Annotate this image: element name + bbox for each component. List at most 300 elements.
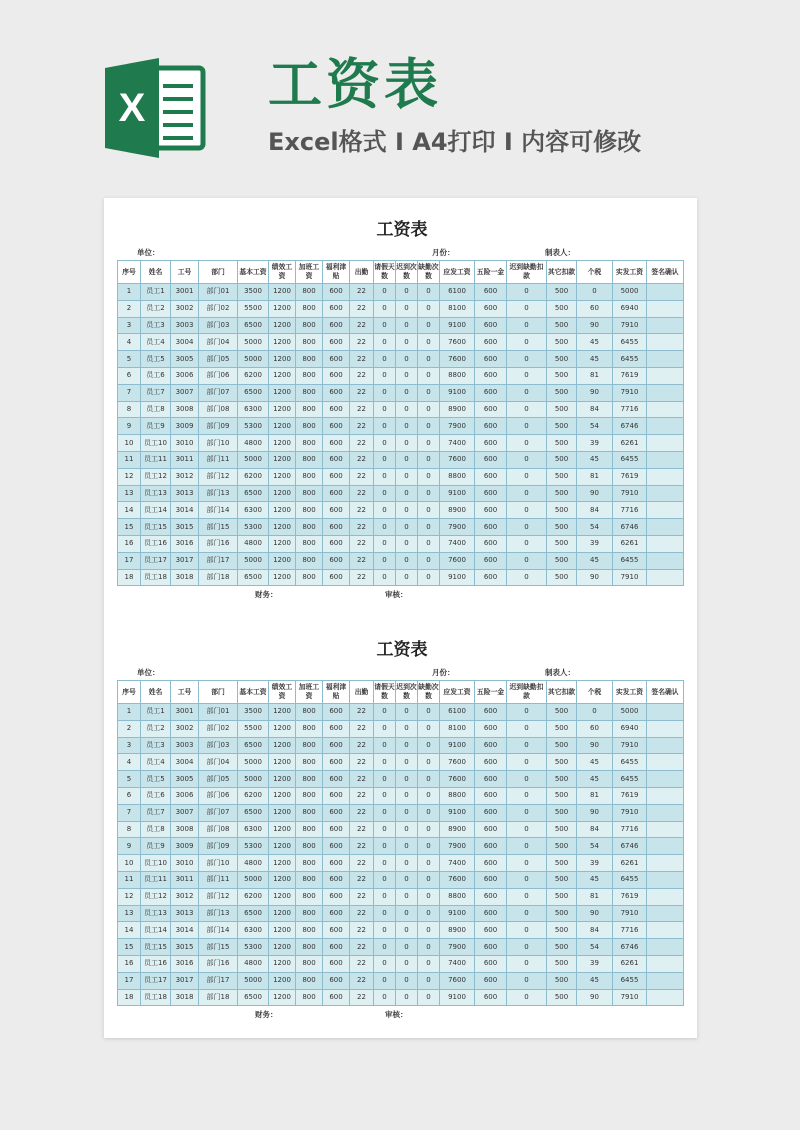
table-cell: 600: [323, 535, 350, 552]
table-cell: 45: [577, 972, 613, 989]
table-cell: 600: [475, 334, 507, 351]
table-cell: 22: [350, 367, 374, 384]
table-cell: 5000: [238, 334, 269, 351]
table-cell: 600: [323, 754, 350, 771]
table-cell: 600: [323, 552, 350, 569]
table-cell: 12: [118, 888, 141, 905]
table-cell: 500: [547, 468, 577, 485]
table-cell: 45: [577, 871, 613, 888]
table-cell: [647, 905, 684, 922]
table-cell: 0: [418, 519, 440, 536]
table-cell: 0: [396, 317, 418, 334]
table-cell: 0: [418, 871, 440, 888]
table-cell: 0: [418, 787, 440, 804]
table-cell: 0: [418, 771, 440, 788]
table-cell: 0: [507, 284, 547, 301]
table-cell: 600: [323, 804, 350, 821]
table-cell: 6940: [613, 720, 647, 737]
table-cell: 0: [507, 317, 547, 334]
table-cell: 0: [396, 989, 418, 1006]
table-cell: 22: [350, 468, 374, 485]
table-cell: 600: [475, 888, 507, 905]
table-cell: 0: [418, 939, 440, 956]
table-cell: 6200: [238, 367, 269, 384]
table-cell: 0: [374, 871, 396, 888]
table-cell: 1200: [269, 821, 296, 838]
table-cell: [647, 485, 684, 502]
table-cell: 员工3: [141, 317, 171, 334]
table-cell: 7716: [613, 821, 647, 838]
table-cell: 3010: [171, 435, 199, 452]
table-cell: 部门16: [199, 535, 238, 552]
table-cell: 8800: [440, 367, 475, 384]
table-row: [118, 905, 684, 922]
table-cell: 7400: [440, 955, 475, 972]
table-cell: 90: [577, 569, 613, 586]
table-cell: 0: [374, 367, 396, 384]
table-cell: 39: [577, 435, 613, 452]
table-cell: [647, 284, 684, 301]
table-cell: 5000: [238, 972, 269, 989]
column-header: 缺勤次数: [418, 261, 440, 284]
table-cell: 800: [296, 754, 323, 771]
table-cell: 0: [396, 401, 418, 418]
column-header: 福利津贴: [323, 681, 350, 704]
table-cell: 7716: [613, 401, 647, 418]
column-header: 工号: [171, 261, 199, 284]
table-cell: 0: [507, 838, 547, 855]
table-cell: 1200: [269, 367, 296, 384]
table-cell: 0: [374, 855, 396, 872]
table-cell: [647, 552, 684, 569]
table-cell: 0: [396, 451, 418, 468]
table-cell: 0: [507, 367, 547, 384]
table-cell: 800: [296, 552, 323, 569]
table-cell: 4800: [238, 535, 269, 552]
table-cell: 5: [118, 351, 141, 368]
table-cell: 部门03: [199, 317, 238, 334]
table-cell: 0: [374, 334, 396, 351]
column-header: 绩效工资: [269, 261, 296, 284]
table-cell: 1200: [269, 939, 296, 956]
table-row: [118, 284, 684, 301]
table-cell: 800: [296, 334, 323, 351]
table-cell: 0: [507, 519, 547, 536]
table-cell: [647, 955, 684, 972]
unit-label: 单位：: [137, 248, 160, 257]
table-cell: 0: [374, 519, 396, 536]
table-cell: 0: [374, 351, 396, 368]
table-cell: 1200: [269, 720, 296, 737]
table-cell: 部门15: [199, 519, 238, 536]
table-cell: 1200: [269, 485, 296, 502]
table-cell: 0: [374, 905, 396, 922]
table-cell: 部门01: [199, 704, 238, 721]
table-cell: 员工4: [141, 334, 171, 351]
table-cell: 600: [323, 704, 350, 721]
table-cell: 500: [547, 838, 577, 855]
table-row: [118, 771, 684, 788]
table-cell: 600: [323, 284, 350, 301]
table-cell: 84: [577, 922, 613, 939]
table-cell: [647, 468, 684, 485]
table-cell: 600: [475, 804, 507, 821]
table-cell: 1200: [269, 317, 296, 334]
table-cell: 600: [475, 754, 507, 771]
table-cell: 600: [475, 704, 507, 721]
table-cell: 5300: [238, 939, 269, 956]
table-cell: 600: [475, 989, 507, 1006]
table-cell: 部门06: [199, 787, 238, 804]
table-cell: 部门03: [199, 737, 238, 754]
table-cell: 800: [296, 418, 323, 435]
table-cell: 3016: [171, 955, 199, 972]
table-row: [118, 502, 684, 519]
table-cell: 13: [118, 905, 141, 922]
table-cell: 500: [547, 955, 577, 972]
table-cell: 部门05: [199, 771, 238, 788]
table-cell: [647, 384, 684, 401]
table-cell: 4: [118, 754, 141, 771]
table-cell: 0: [418, 569, 440, 586]
table-row: [118, 787, 684, 804]
table-cell: 0: [374, 737, 396, 754]
table-cell: 6300: [238, 401, 269, 418]
sheet-meta: [117, 244, 687, 260]
table-cell: 500: [547, 888, 577, 905]
table-cell: 22: [350, 704, 374, 721]
month-label: 月份：: [432, 668, 455, 677]
column-header: 基本工资: [238, 261, 269, 284]
table-cell: [647, 502, 684, 519]
table-cell: 员工11: [141, 871, 171, 888]
table-cell: 1200: [269, 922, 296, 939]
table-cell: 部门12: [199, 888, 238, 905]
table-cell: [647, 317, 684, 334]
table-cell: 员工14: [141, 922, 171, 939]
table-cell: 部门13: [199, 905, 238, 922]
table-cell: 7400: [440, 535, 475, 552]
table-cell: 1200: [269, 418, 296, 435]
finance-label: 财务：: [255, 590, 278, 600]
table-cell: 0: [374, 502, 396, 519]
table-cell: 81: [577, 367, 613, 384]
table-cell: [647, 418, 684, 435]
table-cell: 0: [418, 485, 440, 502]
table-cell: 16: [118, 955, 141, 972]
table-cell: 18: [118, 569, 141, 586]
table-cell: 0: [418, 401, 440, 418]
table-cell: 6455: [613, 451, 647, 468]
table-cell: 600: [323, 922, 350, 939]
table-cell: 0: [418, 451, 440, 468]
table-cell: 600: [475, 401, 507, 418]
table-cell: 员工4: [141, 754, 171, 771]
table-cell: 部门08: [199, 821, 238, 838]
table-cell: 600: [323, 972, 350, 989]
table-cell: [647, 535, 684, 552]
table-cell: 6500: [238, 317, 269, 334]
column-header: 迟到缺勤扣款: [507, 261, 547, 284]
table-cell: 800: [296, 804, 323, 821]
table-cell: 部门01: [199, 284, 238, 301]
table-cell: 0: [374, 284, 396, 301]
table-cell: 员工12: [141, 468, 171, 485]
table-cell: 0: [374, 552, 396, 569]
table-cell: [647, 367, 684, 384]
table-cell: 0: [374, 955, 396, 972]
table-cell: 1200: [269, 989, 296, 1006]
table-cell: 54: [577, 939, 613, 956]
table-cell: 员工15: [141, 519, 171, 536]
table-cell: 0: [396, 300, 418, 317]
table-cell: 500: [547, 922, 577, 939]
table-cell: 0: [374, 821, 396, 838]
table-cell: 员工14: [141, 502, 171, 519]
table-cell: 600: [475, 418, 507, 435]
table-row: [118, 535, 684, 552]
table-cell: 45: [577, 552, 613, 569]
table-cell: 800: [296, 704, 323, 721]
table-cell: 0: [507, 955, 547, 972]
table-cell: 0: [374, 804, 396, 821]
table-cell: 7400: [440, 855, 475, 872]
table-cell: 600: [323, 855, 350, 872]
table-cell: 800: [296, 485, 323, 502]
table-cell: 600: [475, 317, 507, 334]
table-cell: 3018: [171, 989, 199, 1006]
table-cell: 45: [577, 451, 613, 468]
table-cell: 500: [547, 871, 577, 888]
column-header: 签名确认: [647, 681, 684, 704]
table-cell: 部门18: [199, 989, 238, 1006]
table-cell: 6: [118, 367, 141, 384]
table-cell: 部门16: [199, 955, 238, 972]
table-cell: 3016: [171, 535, 199, 552]
table-cell: 3015: [171, 519, 199, 536]
table-cell: 11: [118, 451, 141, 468]
column-header: 序号: [118, 681, 141, 704]
table-cell: 0: [396, 535, 418, 552]
table-cell: 8800: [440, 888, 475, 905]
table-cell: [647, 351, 684, 368]
column-header: 加班工资: [296, 261, 323, 284]
table-cell: [647, 704, 684, 721]
table-cell: 6746: [613, 519, 647, 536]
table-row: [118, 838, 684, 855]
table-cell: 22: [350, 871, 374, 888]
table-cell: 22: [350, 972, 374, 989]
table-cell: 1200: [269, 569, 296, 586]
column-header: 应发工资: [440, 261, 475, 284]
table-cell: 60: [577, 720, 613, 737]
table-cell: 500: [547, 754, 577, 771]
table-row: [118, 418, 684, 435]
table-cell: 600: [475, 300, 507, 317]
table-cell: 5000: [238, 451, 269, 468]
table-cell: 4800: [238, 855, 269, 872]
table-cell: 员工16: [141, 535, 171, 552]
table-cell: 7910: [613, 989, 647, 1006]
table-cell: 22: [350, 451, 374, 468]
table-cell: 0: [374, 384, 396, 401]
table-cell: 600: [475, 787, 507, 804]
table-cell: 600: [323, 401, 350, 418]
table-cell: 部门08: [199, 401, 238, 418]
table-cell: [647, 821, 684, 838]
table-cell: 7: [118, 384, 141, 401]
table-cell: 0: [374, 485, 396, 502]
table-cell: 0: [507, 787, 547, 804]
table-cell: 22: [350, 502, 374, 519]
table-cell: 员工8: [141, 401, 171, 418]
table-cell: 500: [547, 401, 577, 418]
table-cell: 员工1: [141, 284, 171, 301]
table-cell: 0: [418, 720, 440, 737]
table-cell: 部门07: [199, 384, 238, 401]
audit-label: 审核：: [385, 590, 408, 600]
table-cell: 5000: [613, 284, 647, 301]
table-cell: 3: [118, 737, 141, 754]
table-cell: 0: [374, 468, 396, 485]
table-cell: 1200: [269, 972, 296, 989]
table-cell: 22: [350, 552, 374, 569]
table-cell: 5300: [238, 838, 269, 855]
table-row: [118, 468, 684, 485]
table-cell: 7910: [613, 317, 647, 334]
table-cell: 500: [547, 351, 577, 368]
table-cell: 22: [350, 922, 374, 939]
table-cell: 3006: [171, 367, 199, 384]
table-cell: 0: [418, 317, 440, 334]
table-cell: 0: [396, 754, 418, 771]
table-row: [118, 804, 684, 821]
table-cell: 1200: [269, 871, 296, 888]
table-cell: 6455: [613, 871, 647, 888]
table-cell: 600: [323, 451, 350, 468]
table-cell: 部门04: [199, 334, 238, 351]
table-header-row: [118, 681, 684, 704]
table-cell: 0: [507, 468, 547, 485]
table-cell: 7619: [613, 787, 647, 804]
table-cell: 800: [296, 451, 323, 468]
table-cell: 90: [577, 905, 613, 922]
table-cell: 600: [475, 720, 507, 737]
table-cell: 3005: [171, 771, 199, 788]
table-cell: 800: [296, 468, 323, 485]
payroll-table: [117, 260, 684, 586]
table-cell: 9100: [440, 804, 475, 821]
table-cell: 0: [374, 418, 396, 435]
table-cell: 800: [296, 502, 323, 519]
column-header: 迟到缺勤扣款: [507, 681, 547, 704]
table-cell: 500: [547, 435, 577, 452]
table-cell: 22: [350, 569, 374, 586]
table-row: [118, 552, 684, 569]
table-row: [118, 855, 684, 872]
table-cell: 0: [418, 838, 440, 855]
table-cell: 0: [396, 519, 418, 536]
table-cell: 部门09: [199, 418, 238, 435]
table-cell: 0: [374, 838, 396, 855]
table-cell: 800: [296, 972, 323, 989]
table-cell: 0: [396, 787, 418, 804]
table-cell: 1200: [269, 351, 296, 368]
table-cell: 6746: [613, 418, 647, 435]
table-cell: 800: [296, 838, 323, 855]
table-cell: 500: [547, 485, 577, 502]
table-cell: 500: [547, 451, 577, 468]
table-cell: 3012: [171, 468, 199, 485]
table-cell: 1200: [269, 519, 296, 536]
table-cell: 0: [507, 720, 547, 737]
table-cell: 800: [296, 955, 323, 972]
table-cell: 22: [350, 720, 374, 737]
column-header: 姓名: [141, 261, 171, 284]
table-cell: 0: [396, 468, 418, 485]
table-header-row: [118, 261, 684, 284]
table-cell: 0: [374, 720, 396, 737]
table-cell: 0: [507, 401, 547, 418]
table-cell: 600: [323, 502, 350, 519]
table-cell: 8900: [440, 401, 475, 418]
table-cell: 0: [374, 317, 396, 334]
table-cell: 0: [507, 804, 547, 821]
column-header: 迟到次数: [396, 261, 418, 284]
table-cell: 1200: [269, 451, 296, 468]
table-cell: 600: [323, 955, 350, 972]
table-cell: 0: [418, 989, 440, 1006]
table-cell: 600: [323, 939, 350, 956]
table-row: [118, 435, 684, 452]
table-cell: 0: [396, 704, 418, 721]
table-cell: 6455: [613, 972, 647, 989]
table-cell: 500: [547, 804, 577, 821]
table-cell: 22: [350, 401, 374, 418]
table-cell: 部门02: [199, 720, 238, 737]
table-cell: 3013: [171, 485, 199, 502]
table-cell: 1200: [269, 771, 296, 788]
table-cell: 90: [577, 384, 613, 401]
table-cell: 800: [296, 351, 323, 368]
table-cell: 9100: [440, 317, 475, 334]
column-header: 加班工资: [296, 681, 323, 704]
table-cell: 0: [374, 435, 396, 452]
table-cell: 9100: [440, 384, 475, 401]
table-cell: 0: [507, 771, 547, 788]
table-cell: 600: [475, 552, 507, 569]
table-cell: 8900: [440, 922, 475, 939]
table-cell: 500: [547, 418, 577, 435]
table-cell: 6100: [440, 704, 475, 721]
table-cell: 0: [396, 367, 418, 384]
table-cell: 0: [418, 284, 440, 301]
table-cell: 0: [507, 418, 547, 435]
table-cell: [647, 838, 684, 855]
table-cell: 800: [296, 888, 323, 905]
table-cell: 员工7: [141, 804, 171, 821]
table-cell: 600: [323, 871, 350, 888]
column-header: 迟到次数: [396, 681, 418, 704]
table-cell: 3007: [171, 804, 199, 821]
table-cell: 54: [577, 519, 613, 536]
table-cell: 54: [577, 838, 613, 855]
table-cell: 6261: [613, 535, 647, 552]
table-cell: 500: [547, 334, 577, 351]
table-cell: 6500: [238, 569, 269, 586]
table-cell: 90: [577, 989, 613, 1006]
table-cell: 0: [507, 888, 547, 905]
